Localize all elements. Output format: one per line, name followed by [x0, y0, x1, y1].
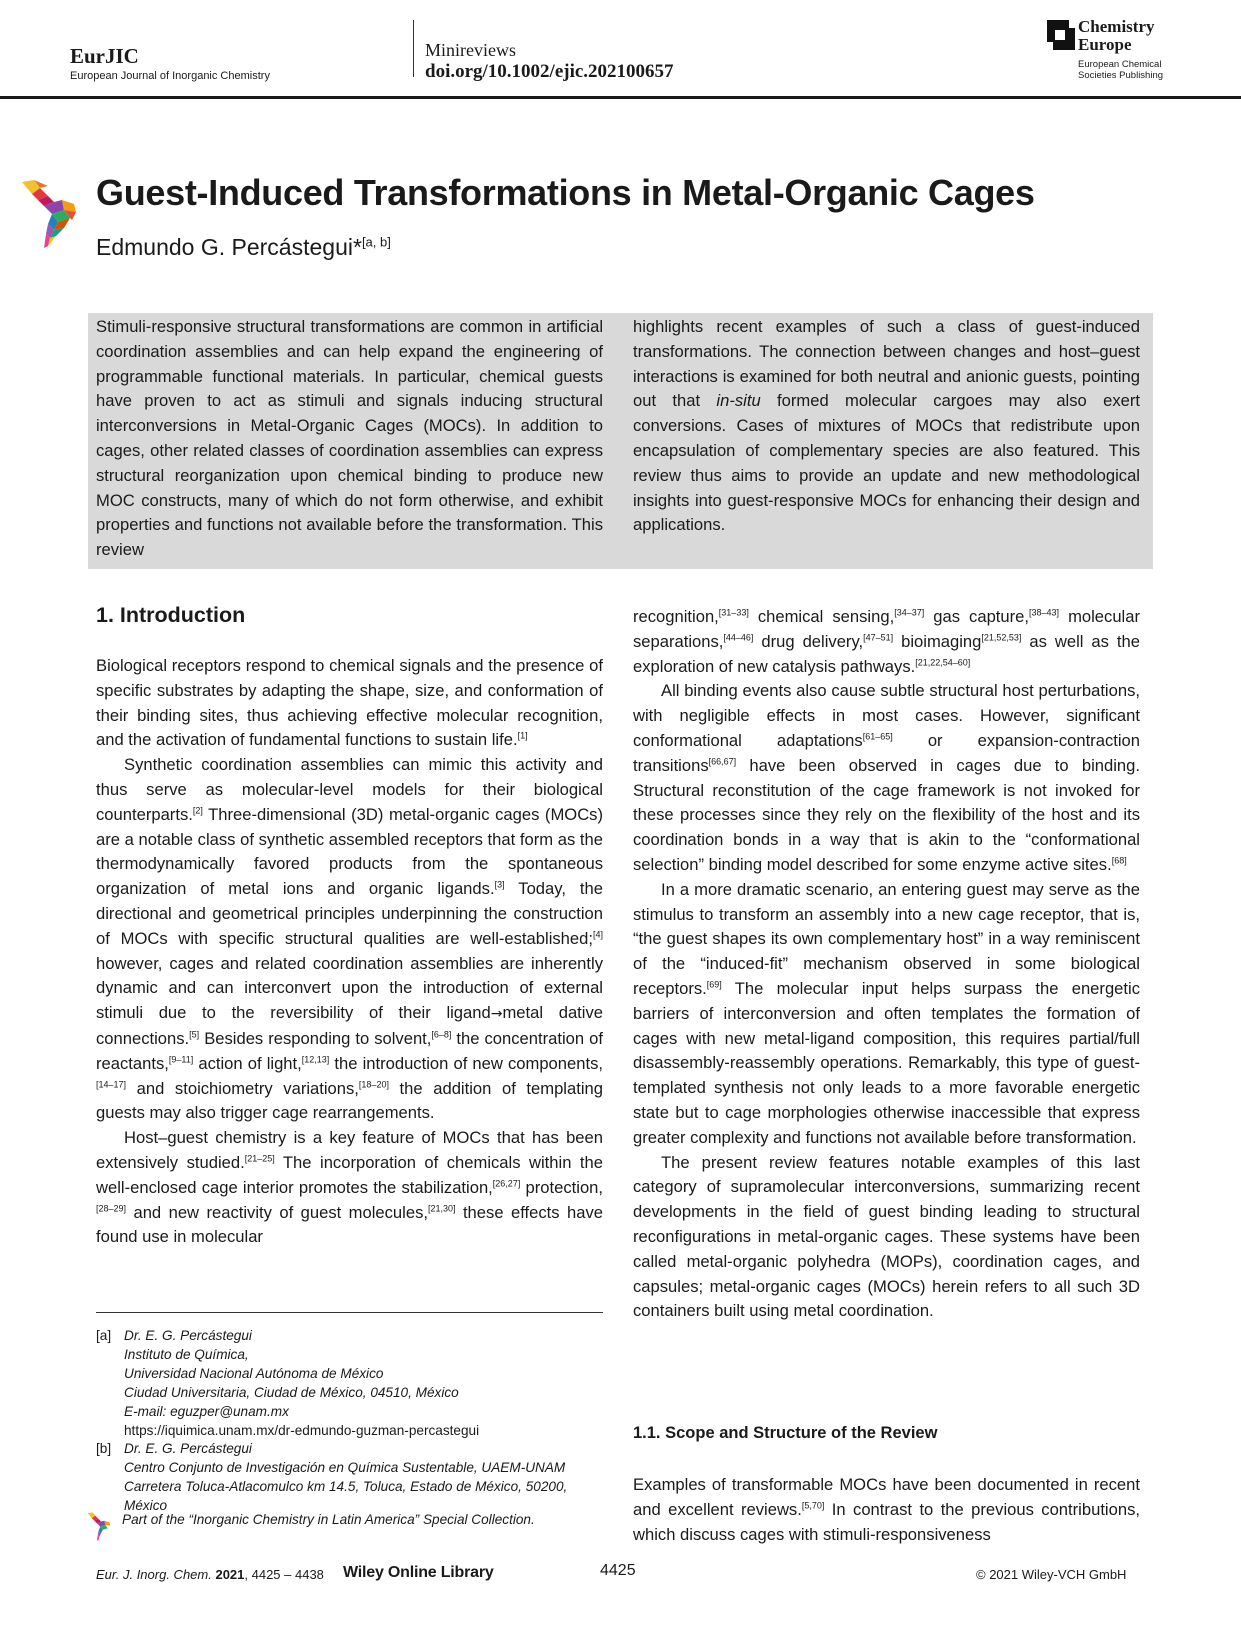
citation[interactable]: [68]: [1111, 855, 1127, 866]
citation[interactable]: [5,70]: [801, 1500, 825, 1511]
paragraph: Synthetic coordination assemblies can mimic this activity and thus serve as molecular-level models for their biological counterparts.[2] Three-dimensional (3D) metal-organic cages (MOCs) are a notable class of synthetic assembled receptors that form as the thermodynamically favored products from the spontaneous organization of metal ions and organic ligands.[3] Today, the directional and geometrical principles underpinning the construction of MOCs with specific structural qualities are well-established;[4] however, cages and related coordination assemblies are inherently dynamic and can interconvert upon the introduction of external stimuli due to the reversibility of their ligand→metal dative connections.[5] Besides responding to solvent,[6–8] the concentration of reactants,[9–11] action of light,[12,13] the introduction of new components,[14–17] and stoichiometry variations,[18–20] the addition of templating guests may also trigger cage rearrangements.: [96, 755, 604, 1123]
citation[interactable]: [61–65]: [862, 731, 893, 742]
special-collection-note: Part of the “Inorganic Chemistry in Latin America” Special Collection.: [122, 1512, 535, 1527]
doi-link[interactable]: doi.org/10.1002/ejic.202100657: [425, 61, 674, 82]
author-email[interactable]: E-mail: eguzper@unam.mx: [124, 1403, 289, 1419]
citation[interactable]: [12,13]: [301, 1054, 330, 1065]
citation[interactable]: [47–51]: [863, 632, 894, 643]
publisher-subtitle: [1078, 59, 1163, 81]
citation[interactable]: [21,30]: [427, 1203, 456, 1213]
header-divider: [413, 20, 414, 77]
footer-pages: , 4425 – 4438: [244, 1567, 324, 1582]
section-heading: 1. Introduction: [96, 603, 246, 627]
paragraph: Host–guest chemistry is a key feature of MOCs that has been extensively studied.[21–25] The incorporation of chemicals within the well-enclosed cage interior promotes the stabilization,[26,27] protection,[28–29] and new reactivity of guest molecules,[21,30] these effects have found use in molecular: [96, 1128, 604, 1247]
citation[interactable]: [2]: [192, 805, 203, 816]
footnote-line: Universidad Nacional Autónoma de México: [124, 1365, 384, 1381]
publisher-sub-line2: Societies Publishing: [1078, 70, 1164, 81]
footnote-line: Centro Conjunto de Investigación en Química Sustentable, UAEM-UNAM: [124, 1460, 566, 1476]
footnote-line: Carretera Toluca-Atlacomulco km 14.5, Toluca, Estado de México, 50200,: [124, 1479, 568, 1495]
abstract-italic-term: in-situ: [716, 391, 761, 411]
citation[interactable]: [28–29]: [96, 1203, 127, 1213]
journal-abbreviation: EurJIC: [70, 44, 139, 68]
footnote-line: Instituto de Química,: [124, 1346, 249, 1362]
citation[interactable]: [44–46]: [723, 632, 754, 643]
subsection-heading: 1.1. Scope and Structure of the Review: [633, 1424, 938, 1442]
citation[interactable]: [14–17]: [96, 1079, 127, 1090]
publisher-name-line1: Chemistry: [1078, 17, 1155, 36]
right-column-lower: [633, 1473, 1140, 1547]
footnote-line: Ciudad Universitaria, Ciudad de México, 04510, México: [124, 1384, 459, 1400]
header-rule: [0, 96, 1241, 99]
footnote-rule: [96, 1312, 603, 1313]
paragraph: Biological receptors respond to chemical signals and the presence of specific substrates by adapting the shape, size, and conformation of their binding sites, thus achieving effective molecular recognition, and the activation of fundamental functions to sustain life.[1]: [96, 656, 603, 750]
citation[interactable]: [69]: [706, 979, 722, 990]
footnote-b-body: [124, 1440, 567, 1516]
chemistry-europe-logo: [1047, 20, 1075, 50]
citation[interactable]: [31–33]: [718, 607, 749, 618]
citation[interactable]: [34–37]: [894, 607, 925, 618]
citation[interactable]: [38–43]: [1029, 607, 1060, 618]
footnote-b: [96, 1440, 616, 1516]
author-affiliation-marker: [a, b]: [361, 234, 391, 250]
abstract-text: highlights recent examples of such a class of guest-induced transformations. The connection between changes and host–guest interactions is examined for both neutral and anionic guests, pointing out that: [633, 317, 1140, 411]
citation[interactable]: [21,52,53]: [981, 632, 1022, 643]
paragraph: recognition,[31–33] chemical sensing,[34–37] gas capture,[38–43] molecular separations,[44–46] drug delivery,[47–51] bioimaging[21,52,53] as well as the exploration of new catalysis pathways.[21,22,54–60]: [633, 607, 1140, 676]
wiley-online-library-link[interactable]: Wiley Online Library: [343, 1564, 494, 1581]
section-type: Minireviews: [425, 40, 516, 60]
journal-full-name: European Journal of Inorganic Chemistry: [70, 70, 270, 82]
abstract-text: formed molecular cargoes may also exert conversions. Cases of mixtures of MOCs that redistribute upon encapsulation of complementary species are also featured. This review thus aims to provide an update and new methodological insights into guest-responsive MOCs for enhancing their design and applications.: [633, 391, 1140, 535]
citation[interactable]: [66,67]: [708, 756, 737, 767]
paragraph: The present review features notable examples of this last category of supramolecular interconversions, summarizing recent developments in the field of guest binding leading to structural reconfigurations in metal-organic cages. These systems have been called metal-organic polyhedra (MOPs), coordination cages, and capsules; metal-organic cages (MOCs) herein refers to all such 3D containers built using metal coordination.: [633, 1152, 1140, 1321]
citation[interactable]: [21,22,54–60]: [915, 657, 971, 668]
citation[interactable]: [4]: [592, 929, 603, 940]
latin-america-map-icon: [18, 180, 80, 250]
publisher-name-line2: Europe: [1078, 35, 1132, 54]
footnote-tag: [b]: [96, 1441, 112, 1457]
right-column-upper: [633, 605, 1140, 1324]
citation[interactable]: [26,27]: [492, 1178, 521, 1189]
footnote-line: México: [124, 1498, 168, 1514]
citation[interactable]: [21–25]: [244, 1153, 275, 1164]
footnote-line: Dr. E. G. Percástegui: [124, 1328, 252, 1343]
latin-america-map-icon: [86, 1512, 112, 1542]
author-url-link[interactable]: https://iquimica.unam.mx/dr-edmundo-guzman-percastegui: [124, 1422, 480, 1438]
paragraph: All binding events also cause subtle structural host perturbations, with negligible effects in most cases. However, significant conformational adaptations[61–65] or expansion-contraction transitions[66,67] have been observed in cages due to binding. Structural reconstitution of the cage framework is not invoked for these processes since they rely on the flexibility of the host and its coordination bonds in a way that is akin to the “conformational selection” binding model described for some enzyme active sites.[68]: [633, 681, 1140, 874]
page-number: 4425: [600, 1562, 636, 1579]
citation[interactable]: [9–11]: [168, 1054, 194, 1065]
arrow-symbol: →: [490, 1006, 503, 1023]
footnote-a: [96, 1327, 616, 1440]
author-name[interactable]: Edmundo G. Percástegui*: [96, 234, 362, 260]
affiliation-footnotes: [96, 1327, 616, 1516]
abstract-right-column: [633, 315, 1140, 538]
footnote-tag: [a]: [96, 1328, 112, 1343]
footer-journal: Eur. J. Inorg. Chem.: [96, 1567, 212, 1582]
citation[interactable]: [6–8]: [431, 1029, 452, 1040]
citation[interactable]: [5]: [189, 1029, 200, 1040]
author-line: [96, 234, 391, 261]
paragraph: In a more dramatic scenario, an entering guest may serve as the stimulus to transform an assembly into a new cage receptor, that is, “the guest shapes its own complementary host” in a way reminiscent of the “induced-fit” mechanism observed in some biological receptors.[69] The molecular input helps surpass the energetic barriers of interconversion and often templates the formation of cages with new metal-ligand composition, this requires partial/full disassembly-reassembly operations. Remarkably, this type of guest-templated synthesis not only leads to a more favorable energetic state but to cage morphologies otherwise inaccessible that express greater complexity and functions not available before transformation.: [633, 879, 1140, 1147]
footnote-a-body: [124, 1327, 479, 1440]
abstract-left-column: Stimuli-responsive structural transformations are common in artificial coordination assemblies and can help expand the engineering of programmable functional materials. In particular, chemical guests have proven to act as stimuli and signals inducing structural interconversions in Metal-Organic Cages (MOCs). In addition to cages, other related classes of coordination assemblies can express structural reorganization upon chemical binding to produce new MOC constructs, many of which do not form otherwise, and exhibit properties and functions not available before the transformation. This review: [96, 317, 603, 560]
intro-left-column: [96, 654, 603, 1250]
article-title: Guest-Induced Transformations in Metal-Organic Cages: [96, 172, 1035, 213]
footnote-line: Dr. E. G. Percástegui: [124, 1441, 252, 1457]
footer-citation: [96, 1567, 324, 1582]
citation[interactable]: [18–20]: [358, 1079, 389, 1090]
publisher-name: [1078, 18, 1154, 54]
citation[interactable]: [1]: [517, 730, 528, 741]
citation[interactable]: [3]: [494, 879, 505, 890]
copyright: © 2021 Wiley-VCH GmbH: [976, 1567, 1127, 1582]
footer-year: 2021: [215, 1567, 245, 1582]
paragraph: Examples of transformable MOCs have been documented in recent and excellent reviews.[5,70] In contrast to the previous contributions, which discuss cages with stimuli-responsiveness: [633, 1475, 1140, 1544]
publisher-sub-line1: European Chemical: [1078, 59, 1162, 70]
